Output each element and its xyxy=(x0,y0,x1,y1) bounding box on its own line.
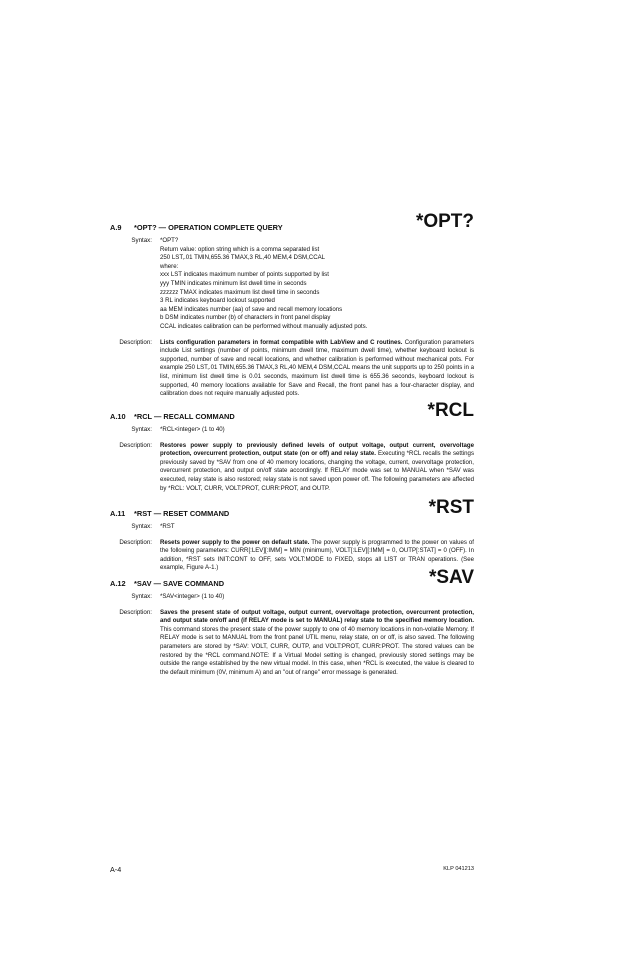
syntax-row xyxy=(110,593,474,602)
syntax-line: *RCL<integer> (1 to 40) xyxy=(160,426,225,433)
syntax-label: Syntax: xyxy=(131,426,152,433)
description-text: Configuration parameters include List settings (number of points, minimum dwell time, maximum dwell time), whether keyboard lockout is supported, number of save and recall locations, and whether calibration is performed without mechanical pots. For example 250 LST,.01 TMIN,655.36 TMAX,3 RL,40 MEM,4 DSM,CCAL means the unit supports up to 250 points in a list, minimum list dwell time is 0.01 seconds, maximum list dwell time is 655.36 seconds, keyboard lockout is supported, 40 memory locations available for Save and Recall, the front panel has a four-character display, and calibration does not require manually adjusted pots. xyxy=(160,338,475,398)
syntax-label: Syntax: xyxy=(131,523,152,530)
syntax-line: 3 RL indicates keyboard lockout supported xyxy=(160,297,275,305)
description-body xyxy=(160,339,474,399)
command-mnemonic: *RCL xyxy=(427,400,474,421)
section-number: A.11 xyxy=(110,509,126,518)
description-row xyxy=(110,442,474,494)
description-text: The power supply is programmed to the power on values of the following parameters: CURR[:LEV][:IMM] = MIN (minimum), VOLT[:LEV][:IMM] = 0, OUTP[:STAT] = 0 (OFF). In addition, *RST sets INIT:CONT to OFF, sets VOLT:MODE to FIXED, stops all LIST or TRAN operations. (See example, Figure A-1.) xyxy=(160,538,474,572)
description-label: Description: xyxy=(119,441,152,449)
syntax-line: where: xyxy=(160,262,179,270)
description-bold: Resets power supply to the power on default state. xyxy=(160,538,310,546)
syntax-line: aa MEM indicates number (aa) of save and recall memory locations xyxy=(160,305,343,313)
description-label: Description: xyxy=(119,538,152,546)
section-title: *SAV — SAVE COMMAND xyxy=(134,579,225,588)
syntax-line: yyy TMIN indicates minimum list dwell time in seconds xyxy=(160,279,307,287)
syntax-line: b DSM indicates number (b) of characters in front panel display xyxy=(160,314,331,322)
syntax-line: Return value: option string which is a comma separated list xyxy=(160,245,320,253)
section-title: *OPT? — OPERATION COMPLETE QUERY xyxy=(134,223,283,232)
section-title: *RST — RESET COMMAND xyxy=(134,509,230,518)
syntax-line: *SAV<integer> (1 to 40) xyxy=(160,593,225,600)
section-rst xyxy=(110,497,474,573)
syntax-row xyxy=(110,237,474,332)
section-header xyxy=(110,497,474,520)
document-id: KLP 041213 xyxy=(443,866,474,872)
syntax-line: *OPT? xyxy=(160,237,179,244)
syntax-label: Syntax: xyxy=(131,593,152,600)
syntax-line: 250 LST,.01 TMIN,655.36 TMAX,3 RL,40 MEM,4 DSM,CCAL xyxy=(160,254,326,262)
syntax-body xyxy=(160,593,474,602)
command-mnemonic: *RST xyxy=(428,497,474,518)
syntax-row xyxy=(110,523,474,532)
section-sav xyxy=(110,567,474,677)
description-bold: Restores power supply to previously defined levels of output voltage, output current, overvoltage protection, overcurrent protection, output state (on or off) and relay state. xyxy=(160,441,474,458)
description-body xyxy=(160,442,474,494)
section-header xyxy=(110,400,474,423)
syntax-line: CCAL indicates calibration can be performed without manually adjusted pots. xyxy=(160,322,368,330)
description-row xyxy=(110,539,474,573)
page-number: A-4 xyxy=(110,865,122,874)
section-number: A.9 xyxy=(110,223,122,232)
section-rcl xyxy=(110,400,474,493)
syntax-body xyxy=(160,426,474,435)
syntax-body xyxy=(160,523,474,532)
description-label: Description: xyxy=(119,608,152,616)
syntax-label: Syntax: xyxy=(131,237,152,244)
syntax-body xyxy=(160,237,474,332)
description-row xyxy=(110,339,474,399)
description-bold: Saves the present state of output voltage, output current, overvoltage protection, overcurrent protection, and output state on/off and (if RELAY mode is set to MANUAL) relay state to the specified memory location. xyxy=(160,608,474,625)
description-row xyxy=(110,609,474,678)
syntax-row xyxy=(110,426,474,435)
section-title: *RCL — RECALL COMMAND xyxy=(134,412,235,421)
description-body xyxy=(160,609,474,678)
command-mnemonic: *SAV xyxy=(428,567,474,588)
description-text: Executing *RCL recalls the settings previously saved by *SAV from one of 40 memory locations, changing the voltage, current, overvoltage protection, overcurrent protection, and output on/off state accordingly. If RELAY mode was set to MANUAL when *SAV was executed, relay state is also restored; relay state is not saved upon power off. The following parameters are affected by *RCL: VOLT, CURR, VOLT:PROT, CURR:PROT, and OUTP. xyxy=(160,450,474,492)
syntax-line: *RST xyxy=(160,523,175,530)
command-mnemonic: *OPT? xyxy=(415,211,474,232)
section-number: A.10 xyxy=(110,412,126,421)
syntax-line: xxx LST indicates maximum number of points supported by list xyxy=(160,271,329,279)
description-body xyxy=(160,539,474,573)
section-header xyxy=(110,567,474,590)
section-opt xyxy=(110,211,475,399)
section-header xyxy=(110,211,474,234)
syntax-line: zzzzzz TMAX indicates maximum list dwell time in seconds xyxy=(160,288,320,296)
description-text: This command stores the present state of the power supply to one of 40 memory locations in non-volatile Memory. If RELAY mode is set to MANUAL from the front panel UTIL menu, relay state, on or off, is also saved. The following parameters are stored by *SAV: VOLT, CURR, OUTP, and VOLT:PROT, CURR:PROT. The stored values can be restored by the *RCL command.NOTE: If a Virtual Model setting is changed, previously stored settings may be outside the range established by the new virtual model. In this case, when *RCL is executed, the value is cleared to the default minimum (0V, minimum A) and an "out of range" error message is generated. xyxy=(160,625,474,676)
description-label: Description: xyxy=(119,338,152,346)
description-bold: Lists configuration parameters in format compatible with LabView and C routines. xyxy=(160,338,403,346)
section-number: A.12 xyxy=(110,579,126,588)
